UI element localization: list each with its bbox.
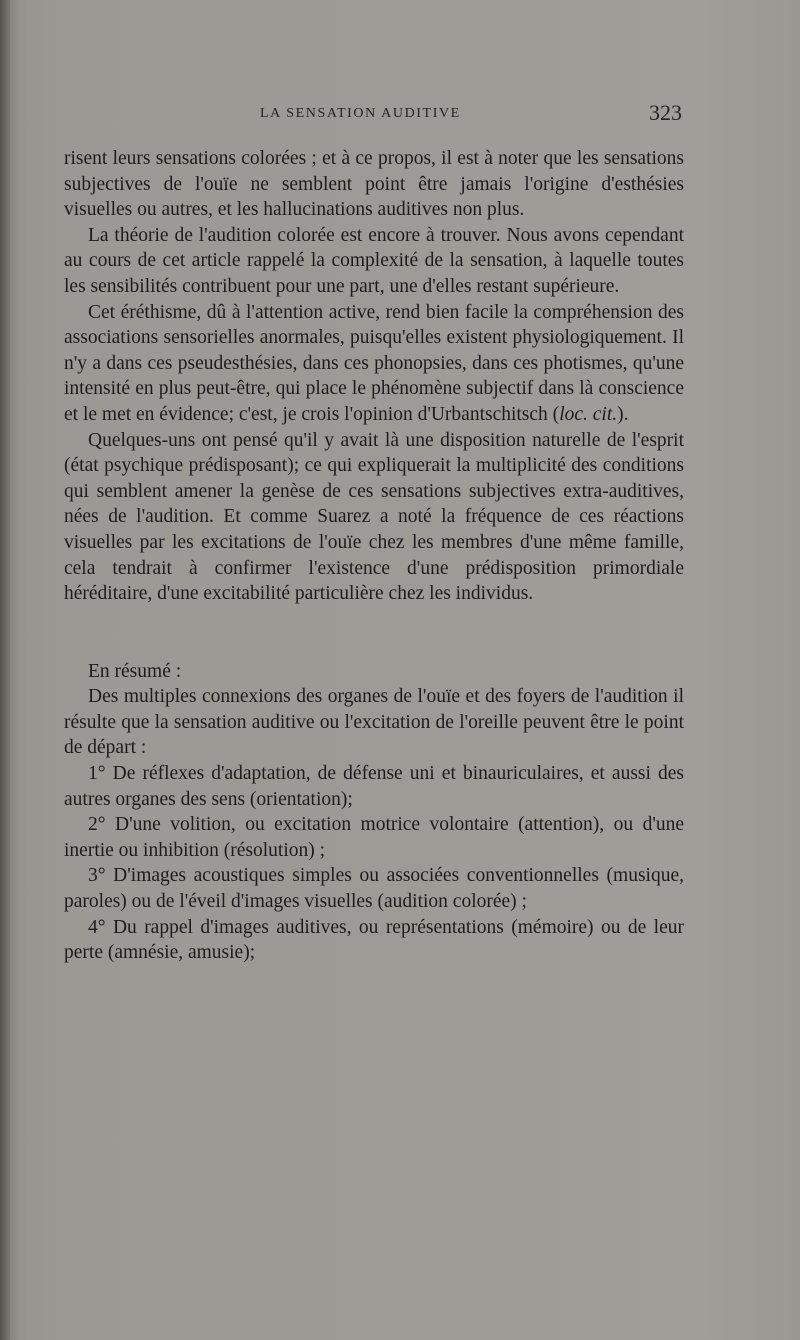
erethism-text: Cet éréthisme, dû à l'attention active, rend bien facile la compréhension des associations sensorielles anormales, puisqu'elles existent physiologiquement. Il n'y a dans ces pseudesthésies, dans ces phonopsies, dans ces photismes, qu'une intensité en plus peut-être, qui place le phénomène subjectif dans là conscience et le met en évidence; c'est, je crois l'opinion d'Urbantschitsch ( — [64, 301, 684, 425]
summary-intro: Des multiples connexions des organes de l'ouïe et des foyers de l'audition il résulte que la sensation auditive ou l'excitation de l'oreille peuvent être le point de départ : — [64, 686, 684, 759]
running-title: LA SENSATION AUDITIVE — [260, 106, 461, 121]
page-header — [62, 100, 682, 130]
summary-item: 1° De réflexes d'adaptation, de défense uni et binauriculaires, et aussi des autres organes des sens (orientation); — [64, 763, 684, 810]
paragraph-theory: La théorie de l'audition colorée est encore à trouver. Nous avons cependant au cours de cet article rappelé la complexité de la sensation, à laquelle toutes les sensibilités contribuent pour une part, une d'elles restant supérieure. — [64, 224, 684, 297]
summary-item: 2° D'une volition, ou excitation motrice volontaire (attention), ou d'une inertie ou inhibition (résolution) ; — [64, 814, 684, 861]
paragraph-continuation: risent leurs sensations colorées ; et à ce propos, il est à noter que les sensations subjectives de l'ouïe ne semblent point être jamais l'origine d'esthésies visuelles ou autres, et les hallucinations auditives non plus. — [64, 148, 684, 221]
summary-item: 4° Du rappel d'images auditives, ou représentations (mémoire) ou de leur perte (amnésie, amusie); — [64, 916, 684, 964]
book-spine-shadow — [0, 0, 10, 1340]
erethism-end: ). — [617, 403, 629, 425]
paragraph-erethism — [64, 300, 684, 428]
page-body — [64, 146, 684, 966]
citation: loc. cit. — [559, 403, 618, 425]
section-gap — [64, 607, 684, 659]
summary-item: 3° D'images acoustiques simples ou associées conventionnelles (musique, paroles) ou de l'éveil d'images visuelles (audition colorée) ; — [64, 865, 684, 913]
paragraph-predisposition: Quelques-uns ont pensé qu'il y avait là une disposition naturelle de l'esprit (état psychique prédisposant); ce qui expliquerait la multiplicité des conditions qui semblent amener la genèse de ces sensations subjectives extra-auditives, nées de l'audition. Et comme Suarez a noté la fréquence de ces réactions visuelles par les excitations de l'ouïe chez les membres d'une même famille, cela tendrait à confirmer l'existence d'une prédisposition primordiale héréditaire, d'une excitabilité particulière chez les individus. — [64, 429, 684, 605]
page-number: 323 — [649, 100, 682, 125]
summary-heading: En résumé : — [88, 660, 182, 682]
